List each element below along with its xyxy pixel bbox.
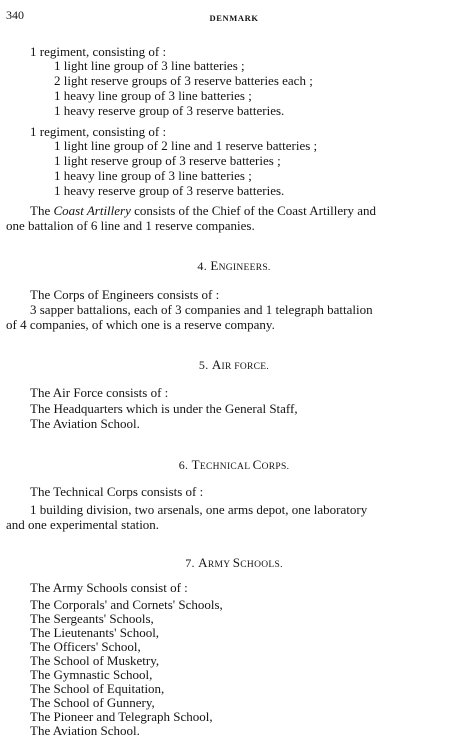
coast-artillery-rest: consists of the Chief of the Coast Artillery and <box>130 203 377 218</box>
heading-rest: ECHNICAL <box>199 462 253 472</box>
army-schools-intro: The Army Schools consist of : <box>30 580 188 595</box>
heading-initial: A <box>198 555 208 570</box>
list-item: 1 heavy reserve group of 3 reserve batteries. <box>54 183 285 198</box>
list-item: The School of Musketry, <box>30 653 160 668</box>
coast-artillery-emphasis: Coast Artillery <box>53 203 131 218</box>
section-heading-engineers <box>0 258 468 276</box>
technical-corps-line-1: 1 building division, two arsenals, one arms depot, one laboratory <box>30 502 368 517</box>
heading-number: 5. <box>198 358 209 372</box>
heading-initial: E <box>210 258 219 273</box>
heading-initial: S <box>232 555 241 570</box>
heading-number: 6. <box>178 458 189 472</box>
list-item: 1 heavy line group of 3 line batteries ; <box>54 168 252 183</box>
coast-artillery-lead: The <box>30 203 54 218</box>
coast-artillery-line-1 <box>30 203 376 218</box>
page-number: 340 <box>6 8 24 22</box>
list-item: The Gymnastic School, <box>30 667 153 682</box>
list-item: 1 heavy reserve group of 3 reserve batteries. <box>54 103 285 118</box>
heading-rest: NGINEERS. <box>218 263 271 273</box>
list-item: 1 heavy line group of 3 line batteries ; <box>54 88 252 103</box>
list-item: The Pioneer and Telegraph School, <box>30 709 213 724</box>
heading-rest: IR FORCE. <box>221 362 270 372</box>
list-item: The Sergeants' Schools, <box>30 611 154 626</box>
section-heading-technical-corps <box>0 457 468 475</box>
technical-corps-intro: The Technical Corps consists of : <box>30 484 204 499</box>
list-item: The Officers' School, <box>30 639 141 654</box>
technical-corps-line-2: and one experimental station. <box>6 517 160 532</box>
air-force-intro: The Air Force consists of : <box>30 385 169 400</box>
heading-rest: CHOOLS. <box>240 560 283 570</box>
engineers-intro: The Corps of Engineers consists of : <box>30 287 220 302</box>
section-heading-army-schools <box>0 555 468 573</box>
list-item: 1 light reserve group of 3 reserve batteries ; <box>54 153 281 168</box>
heading-number: 4. <box>197 259 207 273</box>
section-heading-air-force <box>0 357 468 375</box>
list-item: The Lieutenants' School, <box>30 625 160 640</box>
engineers-line-1: 3 sapper battalions, each of 3 companies and 1 telegraph battalion <box>30 302 373 317</box>
list-item: 2 light reserve groups of 3 reserve batteries each ; <box>54 73 313 88</box>
running-title: DENMARK <box>209 13 259 23</box>
coast-artillery-line-2: one battalion of 6 line and 1 reserve companies. <box>6 218 255 233</box>
heading-initial: T <box>191 457 200 472</box>
list-item: The Corporals' and Cornets' Schools, <box>30 597 223 612</box>
regiment-2-intro: 1 regiment, consisting of : <box>30 124 167 139</box>
heading-rest: ORPS. <box>261 462 290 472</box>
list-item: The School of Equitation, <box>30 681 165 696</box>
list-item: The School of Gunnery, <box>30 695 155 710</box>
engineers-line-2: of 4 companies, of which one is a reserve company. <box>6 317 275 332</box>
regiment-1-intro: 1 regiment, consisting of : <box>30 44 167 59</box>
heading-initial: C <box>252 457 262 472</box>
heading-number: 7. <box>185 556 195 570</box>
list-item: The Aviation School. <box>30 416 140 431</box>
heading-initial: A <box>211 357 222 372</box>
list-item: The Headquarters which is under the General Staff, <box>30 401 298 416</box>
list-item: The Aviation School. <box>30 723 140 738</box>
heading-rest: RMY <box>207 560 233 570</box>
list-item: 1 light line group of 3 line batteries ; <box>54 58 245 73</box>
list-item: 1 light line group of 2 line and 1 reserve batteries ; <box>54 138 318 153</box>
